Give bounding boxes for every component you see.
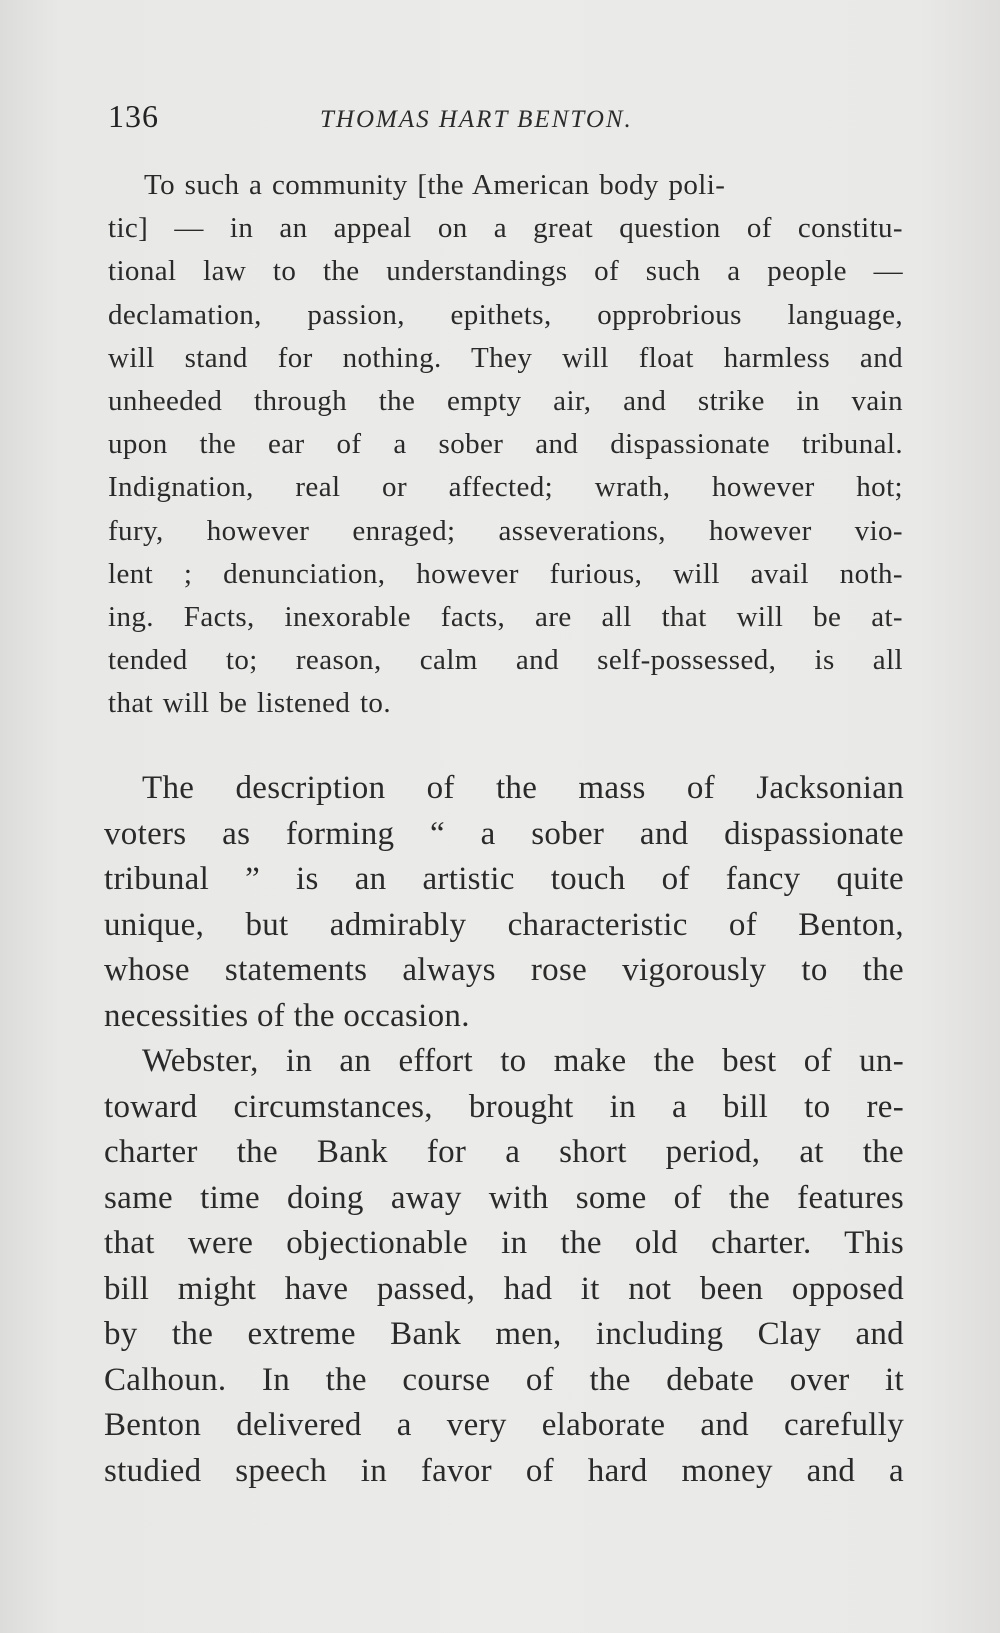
quote-line: declamation, passion, epithets, opprobrious language,	[108, 298, 903, 331]
paragraph-line: unique, but admirably characteristic of Benton,	[104, 906, 904, 943]
quote-line: that will be listened to.	[108, 687, 391, 720]
quote-line: unheeded through the empty air, and strike in vain	[108, 384, 903, 417]
paragraph-line: bill might have passed, had it not been opposed	[104, 1270, 904, 1307]
quote-line: lent ; denunciation, however furious, will avail noth-	[108, 557, 903, 590]
paragraph-line: Calhoun. In the course of the debate over it	[104, 1361, 904, 1398]
paragraph-line: Webster, in an effort to make the best of un-	[142, 1043, 904, 1079]
paragraph-line: Benton delivered a very elaborate and carefully	[104, 1407, 904, 1443]
quote-line: fury, however enraged; asseverations, however vio-	[108, 514, 903, 547]
page-number: 136	[108, 98, 159, 134]
running-title: THOMAS HART BENTON.	[320, 106, 633, 133]
paragraph-line: whose statements always rose vigorously to the	[104, 952, 904, 988]
paragraph-line: by the extreme Bank men, including Clay and	[104, 1316, 904, 1352]
running-head	[108, 98, 908, 138]
quote-line: Indignation, real or affected; wrath, however hot;	[108, 471, 903, 504]
body-text	[104, 766, 904, 1494]
quote-line: To such a community [the American body poli-	[144, 169, 726, 201]
quote-line: upon the ear of a sober and dispassionate tribunal.	[108, 428, 903, 461]
paragraph-line: toward circumstances, brought in a bill to re-	[104, 1088, 904, 1125]
quote-line: tic] — in an appeal on a great question of constitu-	[108, 212, 903, 245]
paragraph-line: tribunal ” is an artistic touch of fancy quite	[104, 861, 904, 897]
paragraph-line: charter the Bank for a short period, at the	[104, 1134, 904, 1170]
paragraph-line: that were objectionable in the old charter. This	[104, 1225, 904, 1261]
quote-line: tended to; reason, calm and self-possessed, is all	[108, 644, 903, 677]
paragraph-line: necessities of the occasion.	[104, 997, 470, 1034]
paragraph-line: The description of the mass of Jacksonian	[142, 770, 904, 806]
paragraph-line: voters as forming “ a sober and dispassionate	[104, 815, 904, 852]
quote-line: tional law to the understandings of such a people —	[108, 255, 903, 288]
paragraph-line: studied speech in favor of hard money and a	[104, 1452, 904, 1489]
quote-line: will stand for nothing. They will float harmless and	[108, 341, 903, 374]
quote-line: ing. Facts, inexorable facts, are all that will be at-	[108, 600, 903, 633]
block-quote	[108, 164, 903, 725]
paragraph-line: same time doing away with some of the features	[104, 1179, 904, 1216]
